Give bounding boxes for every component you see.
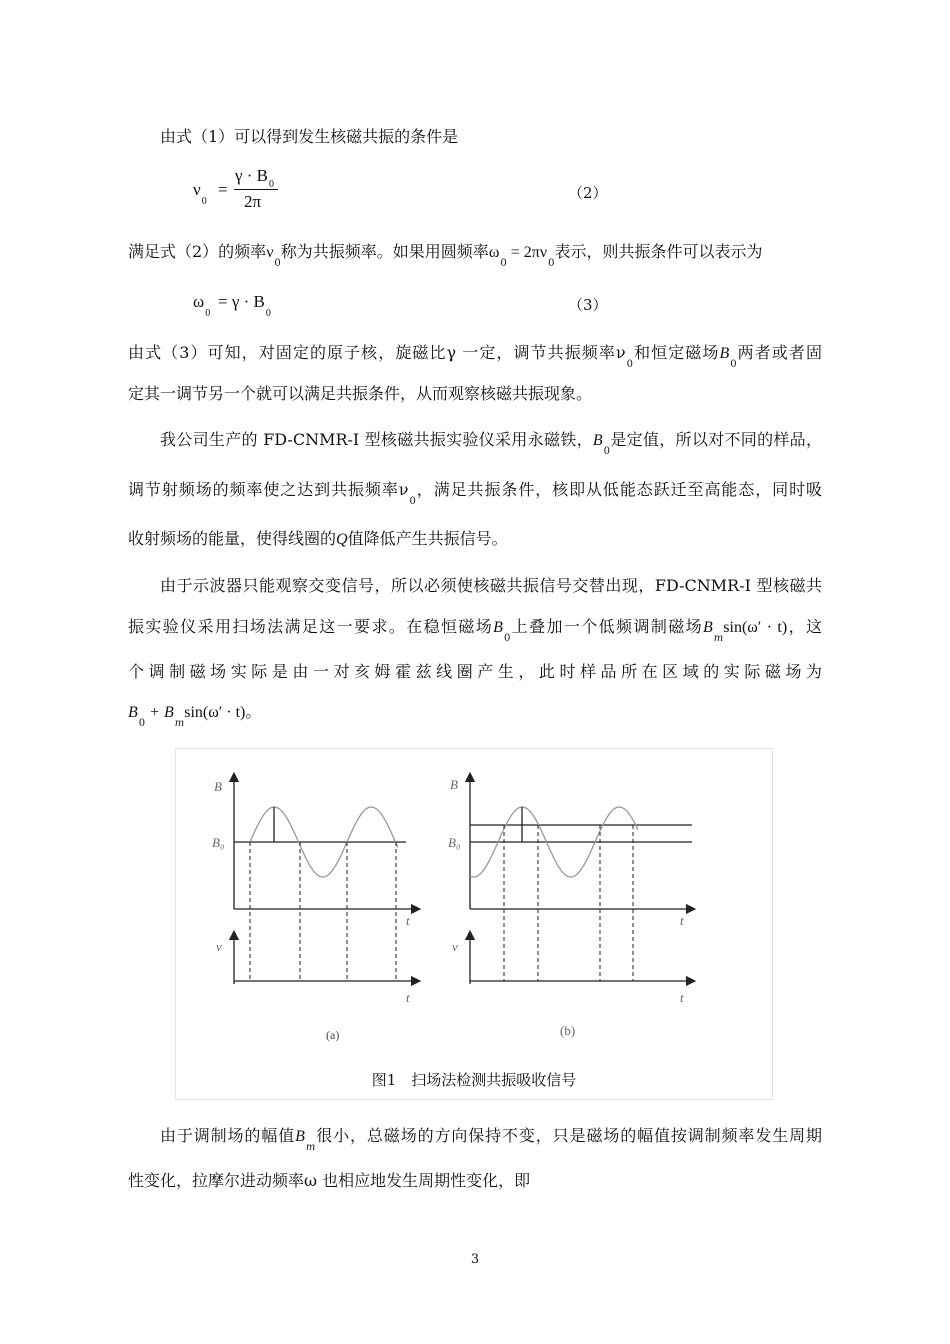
paragraph-5-line3: 个调制磁场实际是由一对亥姆霍兹线圈产生，此时样品所在区域的实际磁场为 [128,662,822,681]
paragraph-5-line2: 振实验仪采用扫场法满足这一要求。在稳恒磁场$B_0$上叠加一个低频调制磁场$B_m\sin(\omega' \cdot t)$，这 [128,617,822,644]
label-t-a: t [406,913,410,928]
paragraph-3-line1: 由式（3）可知，对固定的原子核，旋磁比γ 一定，调节共振频率$\nu_0$和恒定磁场$B_0$两者或者固 [128,343,822,370]
paragraph-3-line2: 定其一调节另一个就可以满足共振条件，从而观察核磁共振现象。 [128,384,593,403]
paragraph-5-line1: 由于示波器只能观察交变信号，所以必须使核磁共振信号交替出现，FD-CNMR-I 型核磁共 [160,576,822,595]
paragraph-5-line4: $B_0 + B_m\sin(\omega' \cdot t)$。 [128,702,262,729]
eq2-equals: = [218,180,228,199]
label-b0-a: B₀ [212,835,225,850]
label-t2-b: t [680,990,684,1005]
paragraph-4-line2: 调节射频场的频率使之达到共振频率$\nu_0$，满足共振条件，核即从低能态跃迁至高能态，同时吸 [128,480,822,507]
subcaption-b: (b) [560,1023,576,1038]
panel-a [212,777,416,1042]
label-b-a: B [214,779,222,794]
subcaption-a: (a) [326,1028,340,1042]
label-v-a: v [216,939,222,954]
eq3-number: （3） [568,296,608,314]
eq2-denominator: 2π [244,192,262,211]
paragraph-6-line2: 性变化，拉摩尔进动频率ω 也相应地发生周期性变化，即 [128,1171,531,1190]
paragraph-4-line3: 收射频场的能量，使得线圈的Q值降低产生共振信号。 [128,529,508,548]
label-t-b: t [680,913,684,928]
paragraph-6-line1: 由于调制场的幅值$B_m$很小，总磁场的方向保持不变，只是磁场的幅值按调制频率发生周期 [160,1126,822,1153]
eq3-rhs: = $\gamma \cdot B_0$ [218,292,271,319]
dashed-verticals-a [250,842,396,981]
label-b-b: B [450,777,458,792]
page-number: 3 [470,1252,480,1267]
eq2-lhs: $\nu_0$ [193,180,207,207]
eq3-lhs: $\omega_0$ [193,292,211,319]
label-v-b: v [452,939,458,954]
panel-b [448,777,692,1038]
label-b0-b: B₀ [448,835,461,850]
dashed-verticals-b [504,825,633,981]
figure-caption: 图1 扫场法检测共振吸收信号 [371,1071,577,1089]
eq2-number: （2） [568,184,608,202]
paragraph-4-line1: 我公司生产的 FD-CNMR-I 型核磁共振实验仪采用永磁铁，$B_0$是定值，所以对不同的样品， [160,430,822,457]
figure-1 [175,748,773,1100]
intro-line: 由式（1）可以得到发生核磁共振的条件是 [160,127,459,146]
fraction-bar [234,189,278,190]
figure-1-diagram [176,749,772,1059]
label-t2-a: t [406,990,410,1005]
eq2-numerator: $\gamma \cdot B_0$ [235,166,275,190]
paragraph-resonance-frequency: 满足式（2）的频率$\nu_0$称为共振频率。如果用圆频率$\omega_0 = 2\pi\nu_0$表示，则共振条件可以表示为 [128,242,763,269]
